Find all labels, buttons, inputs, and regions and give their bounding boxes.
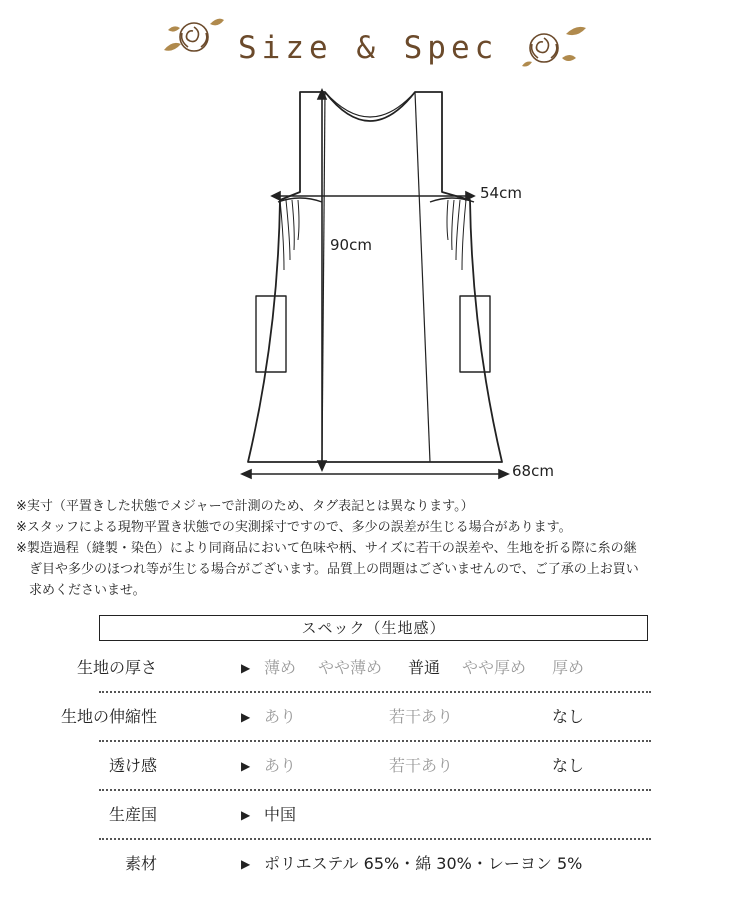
spec-label: 生地の厚さ <box>76 658 157 677</box>
thickness-option: やや薄め <box>318 658 383 677</box>
note-line: ※実寸（平置きした状態でメジャーで計測のため、タグ表記とは異なります。） <box>16 499 474 514</box>
note-line: ぎ目や多少のほつれ等が生じる場合がございます。品質上の問題はございませんので、ご了承の上お買い <box>16 562 639 577</box>
arrow-right-icon: ▶ <box>241 857 251 871</box>
spec-label: 生産国 <box>108 805 157 824</box>
measurement-notes <box>16 496 738 601</box>
row-divider <box>99 838 651 840</box>
thickness-option: 厚め <box>552 658 585 677</box>
page-title: Size & Spec <box>238 30 499 66</box>
spec-row-origin <box>99 793 650 837</box>
garment-diagram <box>230 84 570 486</box>
apron-outline <box>230 84 570 486</box>
origin-value: 中国 <box>264 805 297 824</box>
spec-row-thickness <box>76 646 650 690</box>
note-line: 求めくださいませ。 <box>16 583 146 598</box>
arrow-right-icon: ▶ <box>241 710 251 724</box>
dimension-width-top: 54cm <box>480 184 522 202</box>
arrow-right-icon: ▶ <box>241 808 251 822</box>
thickness-option-selected: 普通 <box>408 658 441 677</box>
spec-label: 透け感 <box>108 756 157 775</box>
spec-row-sheer <box>99 744 650 788</box>
rose-ornament-left-icon <box>158 16 224 62</box>
material-value: ポリエステル 65%・綿 30%・レーヨン 5% <box>264 854 583 873</box>
row-divider <box>99 691 651 693</box>
spec-row-material <box>99 842 650 886</box>
spec-heading: スペック（生地感） <box>99 615 648 641</box>
spec-row-stretch <box>60 695 650 739</box>
sheer-option-selected: なし <box>552 756 585 775</box>
stretch-option-selected: なし <box>552 707 585 726</box>
stretch-option: あり <box>264 707 297 726</box>
dimension-width-hem: 68cm <box>512 462 554 480</box>
stretch-option: 若干あり <box>389 707 454 726</box>
sheer-option: あり <box>264 756 297 775</box>
row-divider <box>99 740 651 742</box>
dimension-length: 90cm <box>330 236 372 254</box>
note-line: ※スタッフによる現物平置き状態での実測採寸ですので、多少の誤差が生じる場合があります。 <box>16 520 572 535</box>
thickness-option: 薄め <box>264 658 297 677</box>
sheer-option: 若干あり <box>389 756 454 775</box>
rose-ornament-right-icon <box>516 22 592 72</box>
page-header <box>0 14 750 74</box>
arrow-right-icon: ▶ <box>241 661 251 675</box>
row-divider <box>99 789 651 791</box>
thickness-option: やや厚め <box>462 658 527 677</box>
spec-label: 素材 <box>124 854 157 873</box>
arrow-right-icon: ▶ <box>241 759 251 773</box>
spec-label: 生地の伸縮性 <box>60 707 157 726</box>
note-line: ※製造過程（縫製・染色）により同商品において色味や柄、サイズに若干の誤差や、生地を折る際に糸の継 <box>16 541 637 556</box>
